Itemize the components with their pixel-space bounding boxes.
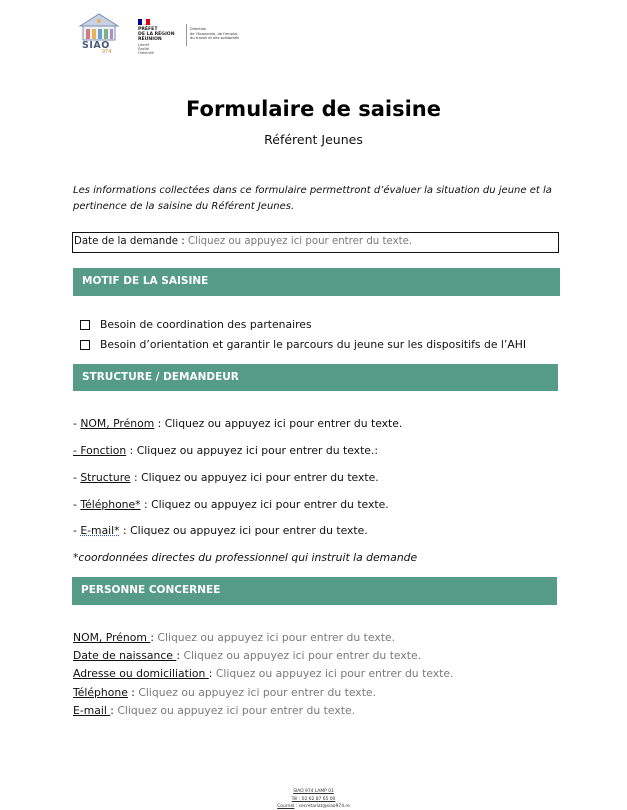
siao-logo-text: SIAO [82, 40, 110, 51]
field-prefix: - [73, 524, 81, 537]
demandeur-email-field[interactable] [73, 524, 368, 537]
demandeur-telephone-label: Téléphone* [80, 498, 141, 511]
personne-nom-label: NOM, Prénom [73, 631, 151, 644]
siao-logo [76, 12, 122, 58]
french-flag-icon [138, 19, 150, 25]
personne-telephone-placeholder[interactable]: Cliquez ou appuyez ici pour entrer du texte. [138, 686, 377, 699]
demandeur-fonction-value[interactable]: : Cliquez ou appuyez ici pour entrer du texte.: [126, 444, 379, 457]
demandeur-structure-field[interactable] [73, 471, 379, 484]
intro-text: Les informations collectées dans ce formulaire permettront d’évaluer la situation du jeune et la pertinence de la saisine du Référent Jeunes. [73, 185, 552, 212]
personne-adresse-placeholder[interactable]: Cliquez ou appuyez ici pour entrer du texte. [215, 667, 454, 680]
demandeur-nom-value[interactable]: : Cliquez ou appuyez ici pour entrer du texte. [154, 417, 403, 430]
footer-email[interactable]: : secretariat@siao974.re [294, 804, 350, 809]
footer-line-3 [0, 804, 627, 809]
demandeur-nom-label: NOM, Prénom [80, 417, 155, 430]
demandeur-structure-value[interactable]: : Cliquez ou appuyez ici pour entrer du texte. [130, 471, 379, 484]
personne-email-label: E-mail [73, 704, 111, 717]
page-title: Formulaire de saisine [186, 97, 441, 121]
footer-line-2 [0, 797, 627, 802]
siao-logo-number: 974 [102, 49, 112, 55]
personne-naissance-placeholder[interactable]: Cliquez ou appuyez ici pour entrer du texte. [183, 649, 422, 662]
checkbox-orientation-label: Besoin d’orientation et garantir le parcours du jeune sur les dispositifs de l’AHI [100, 338, 527, 351]
field-prefix: - [73, 417, 81, 430]
coordonnees-note: *coordonnées directes du professionnel qui instruit la demande [73, 551, 418, 564]
field-prefix: - [73, 444, 81, 457]
checkbox-coordination-label: Besoin de coordination des partenaires [100, 318, 312, 331]
prefet-logo-motto: Liberté Égalité Fraternité [138, 43, 154, 55]
prefet-logo [136, 18, 182, 54]
page-subtitle: Référent Jeunes [264, 132, 363, 147]
demandeur-telephone-field[interactable] [73, 498, 389, 511]
section-header-motif: MOTIF DE LA SAISINE [73, 268, 560, 296]
date-field-label: Date de la demande : [74, 236, 188, 247]
personne-telephone-label: Téléphone [73, 686, 128, 699]
personne-nom-placeholder[interactable]: Cliquez ou appuyez ici pour entrer du texte. [157, 631, 396, 644]
personne-adresse-field[interactable] [73, 667, 453, 680]
demandeur-structure-label: Structure [80, 471, 131, 484]
personne-telephone-field[interactable] [73, 686, 376, 699]
footer-phone: Tél : 02 62 87 65 00 [291, 797, 336, 802]
field-separator: : [150, 631, 158, 644]
section-header-structure: STRUCTURE / DEMANDEUR [73, 364, 558, 391]
direction-logo-text: Direction de l'économie, de l'emploi, du travail et des solidarités [190, 27, 240, 41]
logo-divider [186, 24, 187, 46]
field-prefix: - [73, 498, 81, 511]
field-separator: : [208, 667, 216, 680]
checkbox-orientation[interactable] [80, 338, 526, 351]
date-field-placeholder[interactable]: Cliquez ou appuyez ici pour entrer du texte. [187, 236, 413, 247]
field-separator: : [127, 686, 139, 699]
personne-email-placeholder[interactable]: Cliquez ou appuyez ici pour entrer du texte. [117, 704, 356, 717]
demandeur-email-label: E-mail* [80, 524, 120, 537]
prefet-logo-text: PRÉFET DE LA RÉGION RÉUNION [138, 27, 175, 43]
checkbox-icon[interactable] [80, 320, 90, 330]
demandeur-fonction-label: Fonction [80, 444, 127, 457]
footer-email-label: Courriel [277, 804, 295, 809]
date-field-label-wrap [74, 236, 412, 247]
demandeur-telephone-value[interactable]: : Cliquez ou appuyez ici pour entrer du texte. [140, 498, 389, 511]
field-separator: : [110, 704, 118, 717]
footer-org: SIAO 974 LAMP 01 [293, 789, 334, 794]
field-prefix: - [73, 471, 81, 484]
personne-adresse-label: Adresse ou domiciliation [73, 667, 209, 680]
personne-naissance-label: Date de naissance [73, 649, 177, 662]
demandeur-fonction-field[interactable] [73, 444, 378, 457]
checkbox-icon[interactable] [80, 340, 90, 350]
personne-nom-field[interactable] [73, 631, 395, 644]
checkbox-coordination[interactable] [80, 318, 312, 331]
personne-email-field[interactable] [73, 704, 355, 717]
footer-line-1 [0, 789, 627, 794]
section-header-personne: PERSONNE CONCERNEE [72, 577, 557, 605]
demandeur-nom-field[interactable] [73, 417, 402, 430]
date-field[interactable] [72, 232, 559, 253]
house-icon [76, 12, 122, 42]
field-separator: : [176, 649, 184, 662]
personne-naissance-field[interactable] [73, 649, 421, 662]
demandeur-email-value[interactable]: : Cliquez ou appuyez ici pour entrer du texte. [119, 524, 368, 537]
